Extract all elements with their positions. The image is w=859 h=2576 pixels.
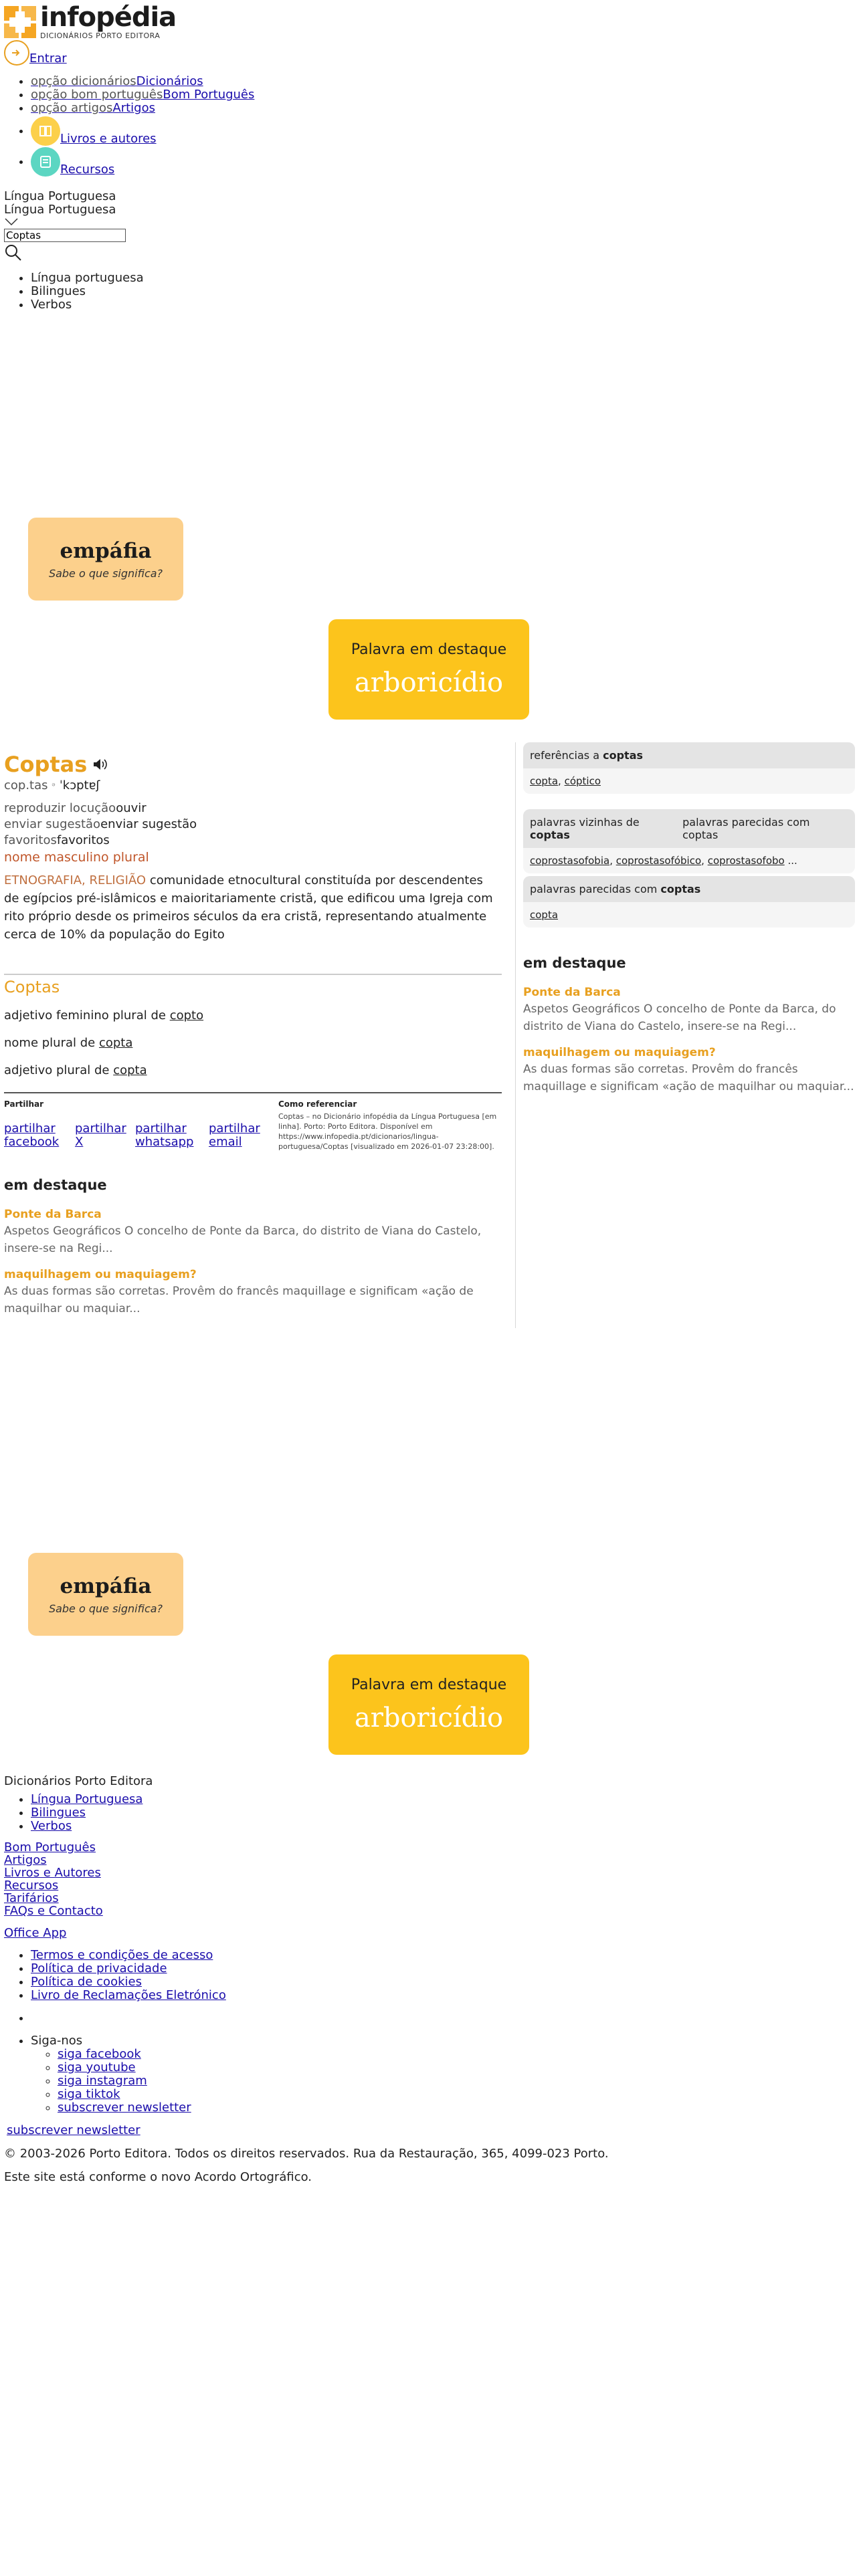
login-label[interactable]: Entrar — [29, 51, 67, 66]
featured-word-label: Palavra em destaque — [351, 641, 507, 658]
neighbors-box: palavras vizinhas de coptas palavras parecidas com coptas coprostasofobia, coprostasofóbico, coprostasofobo ... — [523, 809, 855, 873]
social-item[interactable] — [58, 2074, 807, 2088]
search-scope-item[interactable]: • Bilingues — [31, 285, 144, 298]
entry — [4, 752, 502, 1093]
search-scope-item[interactable]: • Língua portuguesa — [31, 272, 144, 285]
footer-links — [4, 1841, 807, 1917]
inflection-link[interactable]: copta — [98, 1036, 133, 1050]
highlights-title: em destaque — [4, 1177, 107, 1193]
reference-link[interactable]: cóptico — [564, 775, 601, 787]
featured-word: arboricídio — [354, 1702, 504, 1733]
dictionary-selected-label: Língua Portuguesa — [4, 203, 116, 217]
favorite-icon: favoritos — [4, 833, 57, 847]
login-link[interactable] — [4, 40, 67, 66]
footer-link[interactable]: Tarifários — [4, 1891, 59, 1905]
facebook-icon[interactable]: siga facebook — [58, 2047, 141, 2061]
resources-icon — [31, 147, 60, 177]
share-facebook-icon[interactable]: partilhar facebook — [4, 1121, 60, 1149]
search-scope-list — [0, 272, 144, 312]
nav-item-recursos[interactable]: • Recursos — [31, 147, 432, 177]
tiktok-icon[interactable]: siga tiktok — [58, 2087, 120, 2101]
nav-item-livros[interactable]: • Livros e autores — [31, 116, 432, 146]
sidebar-highlights — [523, 955, 855, 1095]
speaker-icon[interactable] — [92, 758, 107, 771]
follow-list — [4, 2034, 807, 2115]
legal-item[interactable]: • Livro de Reclamações Eletrónico — [31, 1989, 807, 2002]
empty-list-item — [31, 2012, 807, 2025]
suggest-icon: enviar sugestão — [4, 817, 101, 831]
social-item[interactable] — [58, 2048, 807, 2061]
pronunciation: ˈkɔptɐʃ — [59, 778, 100, 792]
neighbors-more[interactable]: ... — [787, 855, 797, 867]
featured-word-label: Palavra em destaque — [351, 1676, 507, 1693]
entry-headword: Coptas — [4, 752, 88, 777]
citation — [278, 1099, 499, 1152]
legal-list — [4, 1949, 807, 2002]
acordo-notice: Este site está conforme o novo Acordo Ortográfico. — [4, 2170, 312, 2184]
logo-mark-icon — [4, 6, 36, 38]
chevron-down-icon[interactable] — [4, 217, 19, 227]
office-app-link[interactable]: Office App — [4, 1926, 67, 1940]
word-challenge-card[interactable] — [28, 518, 183, 601]
highlight-card[interactable]: maquilhagem ou maquiagem? As duas formas são corretas. Provêm do francês maquillage e significam «ação de maquilhar ou maquiar... — [4, 1268, 474, 1315]
challenge-subtitle: Sabe o que significa? — [48, 566, 163, 580]
share-title: Partilhar — [4, 1099, 44, 1109]
inflection-link[interactable]: copta — [113, 1063, 147, 1077]
audio-icon: reproduzir locução — [4, 801, 116, 815]
legal-item[interactable]: • Política de cookies — [31, 1975, 807, 1989]
share-x-icon[interactable]: partilhar X — [75, 1121, 126, 1149]
legal-item[interactable]: • Termos e condições de acesso — [31, 1949, 807, 1962]
search-button[interactable] — [4, 243, 23, 265]
dictionary-select[interactable] — [4, 190, 116, 230]
search-scope-item[interactable]: • Verbos — [31, 298, 144, 312]
footer-link[interactable]: Artigos — [4, 1853, 47, 1867]
challenge-word: empáfia — [60, 538, 152, 563]
artigos-icon: opção artigos — [31, 101, 113, 115]
column-divider — [515, 742, 516, 1328]
inflection-2: nome plural de copta — [4, 1036, 133, 1050]
newsletter-button[interactable]: subscrever newsletter — [7, 2123, 140, 2137]
login-icon — [4, 40, 29, 66]
share-section — [4, 1099, 272, 1149]
footer — [4, 1775, 807, 2183]
nav-item-dicionarios[interactable]: • opção dicionáriosDicionários — [31, 75, 432, 88]
syllables: cop.tas — [4, 778, 48, 792]
part-of-speech: nome masculino plural — [4, 850, 149, 865]
footer-link[interactable]: FAQs e Contacto — [4, 1904, 103, 1918]
stress-mark: ᵊ — [52, 781, 56, 792]
suggest-button[interactable]: enviar sugestãoenviar sugestão — [4, 817, 197, 831]
youtube-icon[interactable]: siga youtube — [58, 2060, 136, 2074]
copyright: © 2003-2026 Porto Editora. Todos os direitos reservados. Rua da Restauração, 365, 4099-023 Porto. — [4, 2147, 609, 2161]
search-icon — [4, 243, 23, 262]
inflection-1: adjetivo feminino plural de copto — [4, 1008, 204, 1023]
inflection-3: adjetivo plural de copta — [4, 1063, 147, 1077]
legal-item[interactable]: • Política de privacidade — [31, 1962, 807, 1975]
references-box: referências a coptas copta, cóptico — [523, 742, 855, 794]
challenge-word: empáfia — [60, 1574, 152, 1598]
footer-link[interactable]: Recursos — [4, 1879, 59, 1893]
share-whatsapp-icon[interactable]: partilhar whatsapp — [135, 1121, 194, 1149]
footer-dict-item[interactable]: • Língua Portuguesa — [31, 1793, 807, 1806]
footer-link[interactable]: Livros e Autores — [4, 1866, 101, 1880]
nav-item-artigos[interactable]: • opção artigosArtigos — [31, 102, 432, 115]
footer-dicts-list — [4, 1793, 807, 1833]
highlight-card[interactable]: Ponte da Barca Aspetos Geográficos O concelho de Ponte da Barca, do distrito de Viana do Castelo, insere-se na Regi... — [4, 1208, 482, 1255]
definition-domain: ETNOGRAFIA, RELIGIÃO — [4, 873, 147, 887]
social-item[interactable] — [58, 2061, 807, 2074]
site-logo[interactable] — [4, 4, 176, 39]
similar-box: palavras parecidas com coptas copta — [523, 876, 855, 928]
citation-title: Como referenciar — [278, 1099, 357, 1109]
sidebar-highlights-title: em destaque — [523, 955, 626, 971]
play-audio-button[interactable]: reproduzir locuçãoouvir — [4, 801, 147, 815]
neighbor-link[interactable]: coprostasofobia — [530, 855, 610, 867]
neighbors-image: palavras parecidas com coptas — [682, 816, 810, 841]
newsletter-link[interactable]: subscrever newsletter — [58, 2101, 191, 2115]
footer-dict-item[interactable]: • Verbos — [31, 1820, 807, 1833]
social-item[interactable] — [58, 2101, 807, 2115]
similar-link[interactable]: copta — [530, 909, 559, 921]
nav-item-bom-portugues[interactable]: • opção bom portuguêsBom Português — [31, 88, 432, 102]
bom-portugues-icon: opção bom português — [31, 88, 163, 102]
highlight-card[interactable]: Ponte da Barca Aspetos Geográficos O concelho de Ponte da Barca, do distrito de Viana do Castelo, insere-se na Regi... — [523, 986, 836, 1033]
dicionarios-icon: opção dicionários — [31, 74, 136, 88]
favorite-button[interactable]: favoritosfavoritos — [4, 833, 110, 847]
brand-subtitle: DICIONÁRIOS PORTO EDITORA — [40, 31, 161, 40]
share-email-icon[interactable]: partilhar email — [209, 1121, 260, 1149]
book-icon — [31, 116, 60, 146]
follow-label: Siga-nos — [31, 2034, 83, 2048]
footer-link[interactable]: Bom Português — [4, 1840, 96, 1854]
dictionary-select-value[interactable]: Língua Portuguesa — [4, 189, 116, 203]
search-input[interactable] — [4, 229, 126, 242]
highlights-section — [4, 1177, 502, 1317]
highlight-card[interactable]: maquilhagem ou maquiagem? As duas formas são corretas. Provêm do francês maquillage e significam «ação de maquilhar ou maquiar... — [523, 1046, 854, 1093]
featured-word: arboricídio — [354, 667, 504, 698]
citation-text: Coptas – no Dicionário infopédia da Língua Portuguesa [em linha]. Porto: Porto Editora. Disponível em https://www.infopedia.pt/dicionarios/lingua-portuguesa/Coptas [visualizado em 2026-01-07 23:28:00]. — [278, 1112, 497, 1151]
challenge-subtitle: Sabe o que significa? — [48, 1602, 163, 1615]
instagram-icon[interactable]: siga instagram — [58, 2074, 147, 2088]
inflection-link[interactable]: copto — [169, 1008, 204, 1023]
main-nav — [0, 75, 432, 177]
featured-word-card[interactable] — [328, 619, 529, 720]
sub-headword: Coptas — [4, 978, 60, 996]
neighbor-link[interactable]: coprostasofobo — [707, 855, 785, 867]
social-item[interactable] — [58, 2088, 807, 2101]
reference-link[interactable]: copta — [530, 775, 559, 787]
featured-word-card-bottom[interactable] — [328, 1654, 529, 1755]
word-challenge-card-bottom[interactable] — [28, 1553, 183, 1636]
brand-name: infopédia — [40, 2, 177, 33]
footer-dicts-title: Dicionários Porto Editora — [4, 1774, 153, 1788]
footer-dict-item[interactable]: • Bilingues — [31, 1806, 807, 1820]
neighbor-link[interactable]: coprostasofóbico — [615, 855, 702, 867]
definition-text: comunidade etnocultural constituída por descendentes de egípcios pré-islâmicos e maioritariamente cristã, que edificou uma Igreja com rito próprio desde os primeiros séculos da era cristã, representando atualmente cerca de 10% da população do Egito — [4, 873, 493, 942]
